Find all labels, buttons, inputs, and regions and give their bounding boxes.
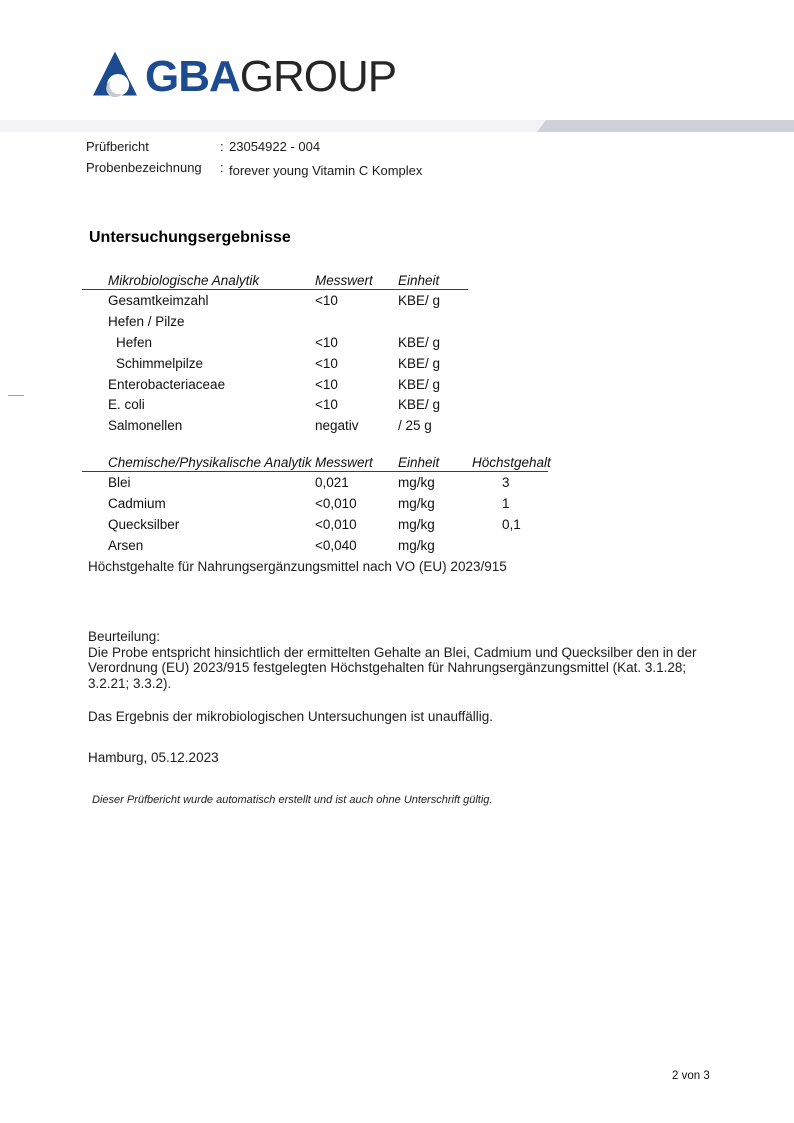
column-header: Einheit [398, 273, 440, 288]
sample-name: forever young Vitamin C Komplex [229, 163, 423, 178]
table-cell: Arsen [108, 537, 144, 553]
table-cell: KBE/ g [398, 355, 441, 371]
table-cell: <0,010 [315, 516, 357, 532]
table-cell: 0,021 [315, 475, 349, 490]
table-cell: 1 [502, 495, 510, 511]
place-and-date: Hamburg, 05.12.2023 [88, 750, 219, 765]
column-header: Messwert [315, 273, 373, 288]
table-header-row [82, 453, 722, 470]
header-divider-bar [0, 120, 794, 132]
table-cell: mg/kg [398, 537, 435, 553]
gba-group-logo [93, 50, 397, 101]
table-header-row [82, 271, 682, 288]
table-cell: Cadmium [108, 495, 166, 511]
table-row [82, 375, 682, 395]
section-title: Untersuchungsergebnisse [89, 229, 291, 246]
meta-row-pruefbericht [0, 139, 794, 160]
table-cell: <10 [315, 397, 338, 413]
field-separator: : [220, 160, 224, 175]
table-cell: mg/kg [398, 475, 435, 490]
column-header: Chemische/Physikalische Analytik [108, 455, 312, 470]
table-cell: Schimmelpilze [116, 355, 204, 371]
microbiology-result-note: Das Ergebnis der mikrobiologischen Untersuchungen ist unauffällig. [88, 709, 493, 724]
assessment-heading: Beurteilung: [88, 629, 161, 644]
logo-wordmark [145, 52, 397, 101]
table-cell: <0,040 [315, 537, 357, 553]
table-cell: mg/kg [398, 516, 435, 532]
table-row [82, 536, 722, 556]
table-row [82, 416, 682, 436]
table-cell: <0,010 [315, 495, 357, 511]
header-divider-bar-accent [537, 120, 794, 132]
meta-row-probenbezeichnung [0, 160, 794, 181]
table-cell: Blei [108, 475, 131, 490]
table-cell: KBE/ g [398, 376, 441, 392]
table-row [82, 473, 722, 493]
table-cell: mg/kg [398, 495, 435, 511]
table-cell: Quecksilber [108, 516, 180, 532]
table-row [82, 395, 682, 415]
column-header: Mikrobiologische Analytik [108, 273, 260, 288]
table-cell: <10 [315, 293, 338, 308]
column-header: Einheit [398, 455, 440, 470]
auto-generated-note: Dieser Prüfbericht wurde automatisch erstellt und ist auch ohne Unterschrift gültig. [92, 794, 493, 806]
table-cell: Hefen / Pilze [108, 313, 185, 329]
assessment-paragraph: Die Probe entspricht hinsichtlich der ermittelten Gehalte an Blei, Cadmium und Quecksilber den in der Verordnung (EU) 2023/915 festgelegten Höchstgehalten für Nahrungsergänzungsmittel (Kat. 3.1.28; 3.2.21; 3.3.2). [88, 644, 697, 691]
chemistry-table [82, 453, 722, 556]
column-header: Messwert [315, 455, 373, 470]
table-cell: KBE/ g [398, 397, 441, 413]
table-cell: <10 [315, 355, 338, 371]
table-row [82, 494, 722, 514]
table-row [82, 354, 682, 374]
field-separator: : [220, 139, 224, 154]
table-row [82, 515, 722, 535]
table-row [82, 312, 682, 332]
regulation-note: Höchstgehalte für Nahrungsergänzungsmittel nach VO (EU) 2023/915 [88, 559, 507, 574]
table-header-rule [82, 471, 548, 472]
table-cell: E. coli [108, 397, 145, 413]
logo-text-group: GROUP [239, 52, 397, 101]
table-cell: KBE/ g [398, 293, 441, 308]
logo-text-gba: GBA [145, 52, 240, 101]
table-cell: Enterobacteriaceae [108, 376, 226, 392]
table-row [82, 333, 682, 353]
table-cell: / 25 g [398, 418, 432, 434]
report-meta [0, 139, 794, 181]
report-number: 23054922 - 004 [229, 139, 321, 154]
table-cell: Gesamtkeimzahl [108, 293, 209, 308]
field-label: Probenbezeichnung [86, 160, 202, 175]
page-indicator: 2 von 3 [672, 1070, 710, 1082]
gba-triangle-drop-icon [93, 50, 137, 97]
table-cell: KBE/ g [398, 334, 441, 350]
table-row [82, 291, 682, 311]
table-cell: Hefen [116, 334, 153, 350]
table-body [82, 291, 682, 436]
column-header: Höchstgehalt [472, 455, 551, 470]
table-cell: Salmonellen [108, 418, 183, 434]
table-body [82, 473, 722, 556]
fold-mark [8, 395, 24, 396]
table-cell: 0,1 [502, 516, 521, 532]
microbiology-table [82, 271, 682, 436]
assessment-block [88, 629, 720, 691]
field-label: Prüfbericht [86, 139, 149, 154]
table-cell: <10 [315, 334, 338, 350]
table-cell: 3 [502, 475, 510, 490]
table-cell: <10 [315, 376, 338, 392]
table-header-rule [82, 289, 468, 290]
table-cell: negativ [315, 418, 359, 434]
